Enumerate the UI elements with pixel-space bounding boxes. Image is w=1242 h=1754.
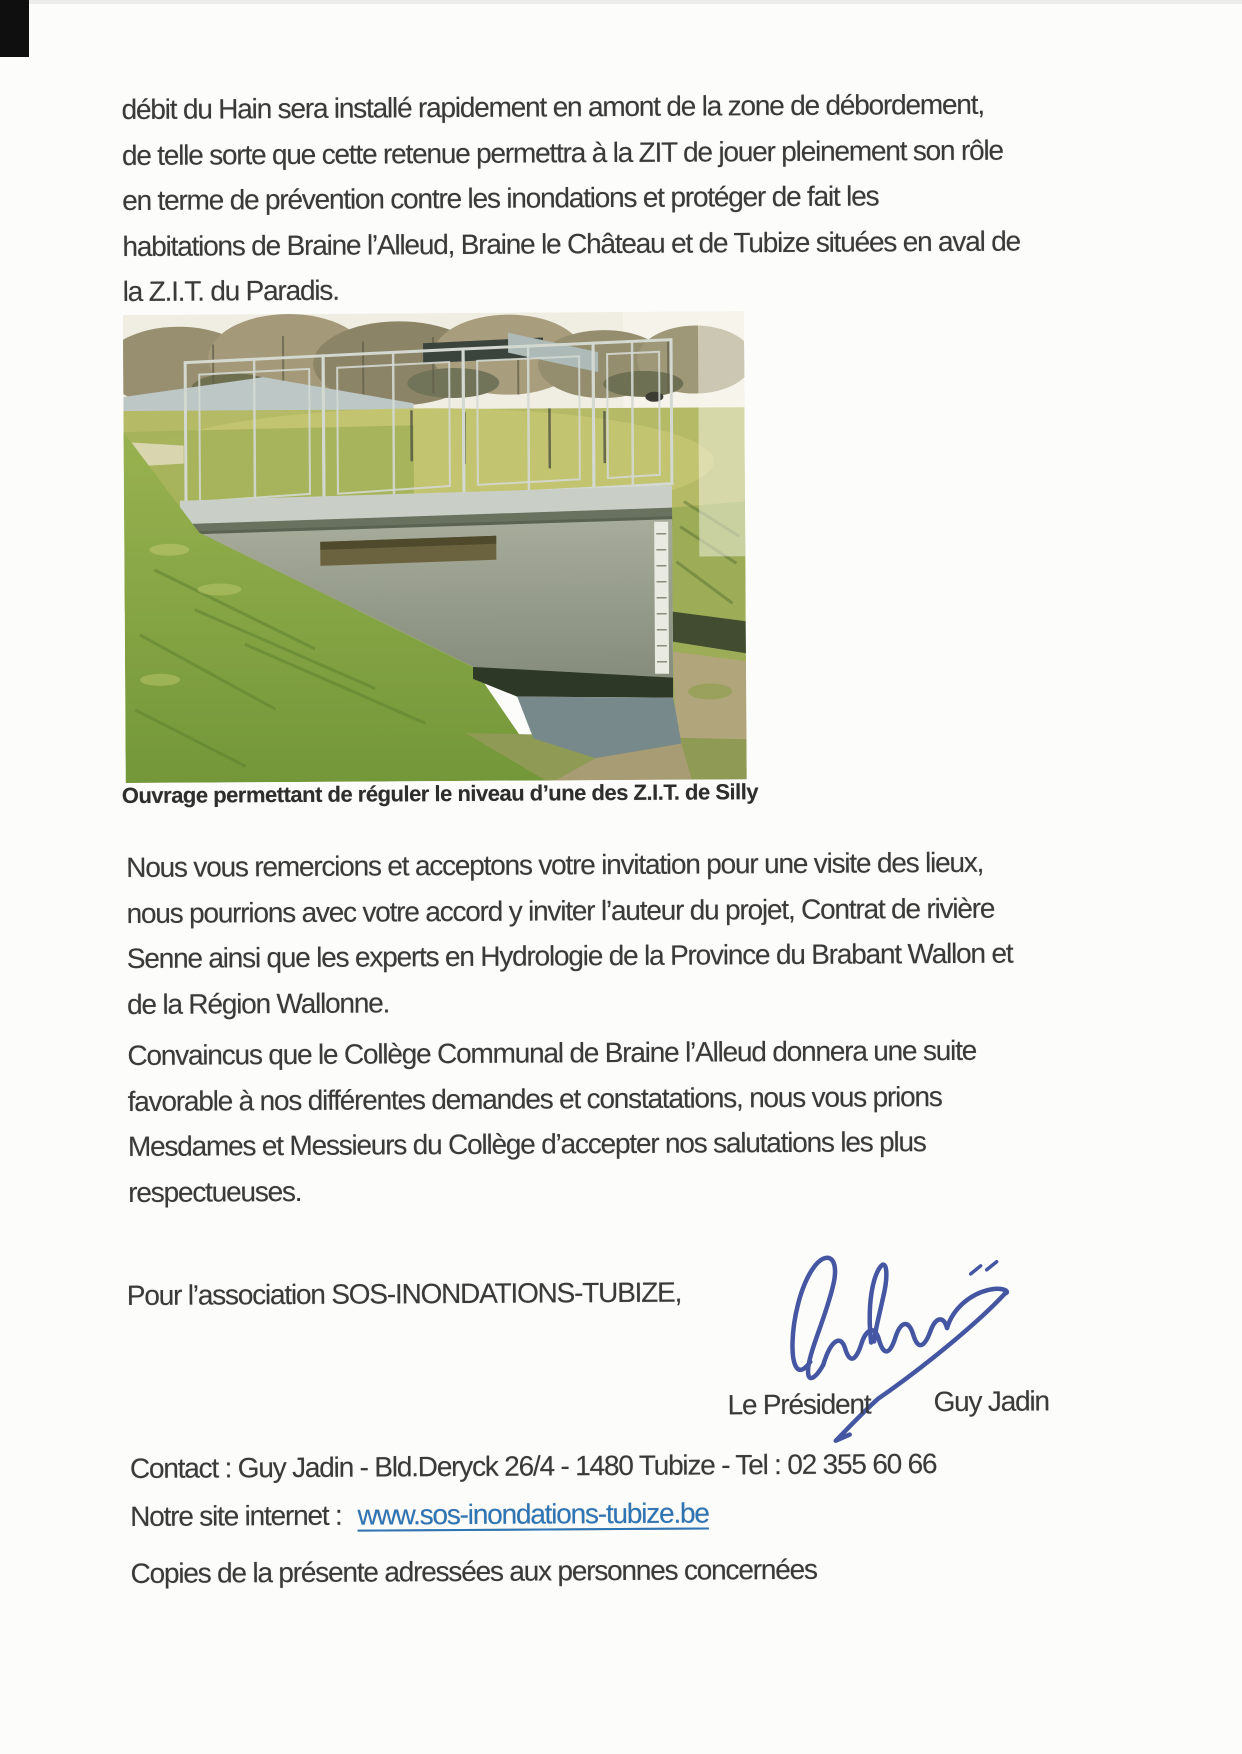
- paragraph-hain-debit: [121, 82, 1020, 315]
- photo-overexposed-strip: [698, 311, 745, 556]
- president-name: Guy Jadin: [933, 1385, 1049, 1418]
- paragraph-invitation: [126, 840, 1013, 1027]
- text-line: habitations de Braine l’Alleud, Braine le Château et de Tubize situées en aval de: [122, 225, 1020, 262]
- photo-caption: Ouvrage permettant de réguler le niveau d’une des Z.I.T. de Silly: [121, 779, 759, 809]
- text-line: de la Région Wallonne.: [126, 986, 390, 1020]
- text-line: la Z.I.T. du Paradis.: [122, 274, 339, 308]
- text-line: nous pourrions avec votre accord y inviter l’auteur du projet, Contrat de rivière: [126, 892, 995, 929]
- website-label: Notre site internet :: [130, 1499, 342, 1533]
- weir-photo-illustration: [123, 311, 747, 783]
- copies-line: Copies de la présente adressées aux personnes concernées: [130, 1553, 817, 1590]
- website-line: [130, 1497, 709, 1533]
- text-line: respectueuses.: [128, 1175, 302, 1208]
- paragraph-convaincus: [127, 1028, 977, 1215]
- text-line: Convaincus que le Collège Communal de Braine l’Alleud donnera une suite: [127, 1034, 977, 1072]
- text-line: Nous vous remercions et acceptons votre invitation pour une visite des lieux,: [126, 846, 984, 884]
- text-line: débit du Hain sera installé rapidement en amont de la zone de débordement,: [121, 88, 984, 126]
- text-line: Mesdames et Messieurs du Collège d’accepter nos salutations les plus: [127, 1126, 926, 1163]
- website-link[interactable]: www.sos-inondations-tubize.be: [357, 1497, 709, 1531]
- weir-photo: [123, 311, 747, 783]
- president-label: Le Président: [727, 1388, 871, 1421]
- text-line: favorable à nos différentes demandes et constatations, nous vous prions: [127, 1080, 942, 1117]
- association-line: Pour l’association SOS-INONDATIONS-TUBIZE,: [126, 1276, 682, 1312]
- contact-line: Contact : Guy Jadin - Bld.Deryck 26/4 - 1480 Tubize - Tel : 02 355 60 66: [129, 1448, 937, 1485]
- text-line: Senne ainsi que les experts en Hydrologie de la Province du Brabant Wallon et: [126, 937, 1013, 975]
- text-line: en terme de prévention contre les inondations et protéger de fait les: [122, 180, 879, 217]
- text-line: de telle sorte que cette retenue permettra à la ZIT de jouer pleinement son rôle: [121, 134, 1003, 171]
